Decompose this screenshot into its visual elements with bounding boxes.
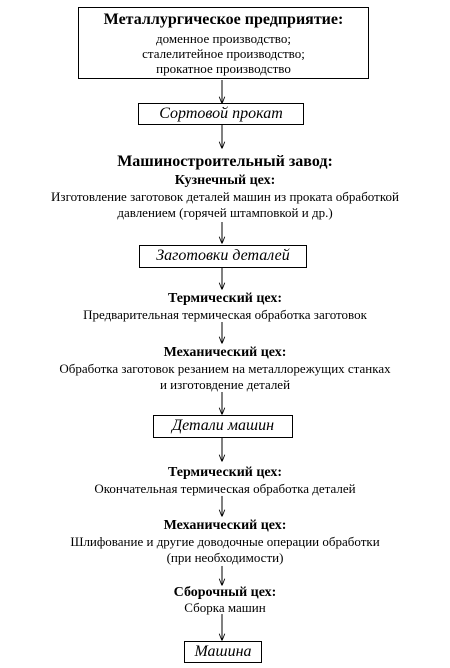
metallurgical-title: Металлургическое предприятие: — [103, 11, 344, 28]
metallurgical-line-2: сталелитейное производство; — [142, 46, 305, 61]
product-box-machine-parts — [153, 415, 293, 438]
mechanical-shop-1-line-1: Обработка заготовок резанием на металлорежущих станках — [59, 361, 391, 376]
assembly-shop-line-1: Сборка машин — [184, 600, 266, 615]
mechanical-shop-2-title: Механический цех: — [163, 518, 287, 533]
thermal-shop-1-line-1: Предварительная термическая обработка заготовок — [83, 307, 367, 322]
forge-shop-line-1: Изготовление заготовок деталей машин из проката обработкой — [51, 189, 399, 204]
thermal-shop-1-title: Термический цех: — [167, 291, 283, 306]
product-label-rolled-stock: Сортовой прокат — [159, 105, 283, 122]
metallurgical-line-1: доменное производство; — [156, 31, 291, 46]
product-label-machine-parts: Детали машин — [171, 417, 275, 434]
thermal-shop-2-line-1: Окончательная термическая обработка деталей — [94, 481, 356, 496]
product-box-blanks — [139, 245, 307, 268]
metallurgical-line-3: прокатное производство — [156, 61, 291, 76]
product-label-blanks: Заготовки деталей — [156, 247, 290, 264]
mechanical-shop-1-line-2: и изготовдение деталей — [159, 377, 291, 392]
mechanical-shop-1-title: Механический цех: — [163, 345, 287, 360]
metallurgical-enterprise-box — [78, 7, 369, 79]
thermal-shop-2-title: Термический цех: — [167, 465, 283, 480]
assembly-shop-title: Сборочный цех: — [173, 585, 277, 600]
product-label-machine: Машина — [194, 643, 252, 660]
mechanical-shop-2-line-1: Шлифование и другие доводочные операции обработки — [70, 534, 380, 549]
forge-shop-title: Кузнечный цех: — [174, 173, 276, 188]
machine-plant-title: Машиностроительный завод: — [117, 153, 333, 170]
forge-shop-line-2: давлением (горячей штамповкой и др.) — [117, 205, 333, 220]
mechanical-shop-2-line-2: (при необходимости) — [166, 550, 284, 565]
product-box-rolled-stock — [138, 103, 304, 125]
product-box-machine — [184, 641, 262, 663]
